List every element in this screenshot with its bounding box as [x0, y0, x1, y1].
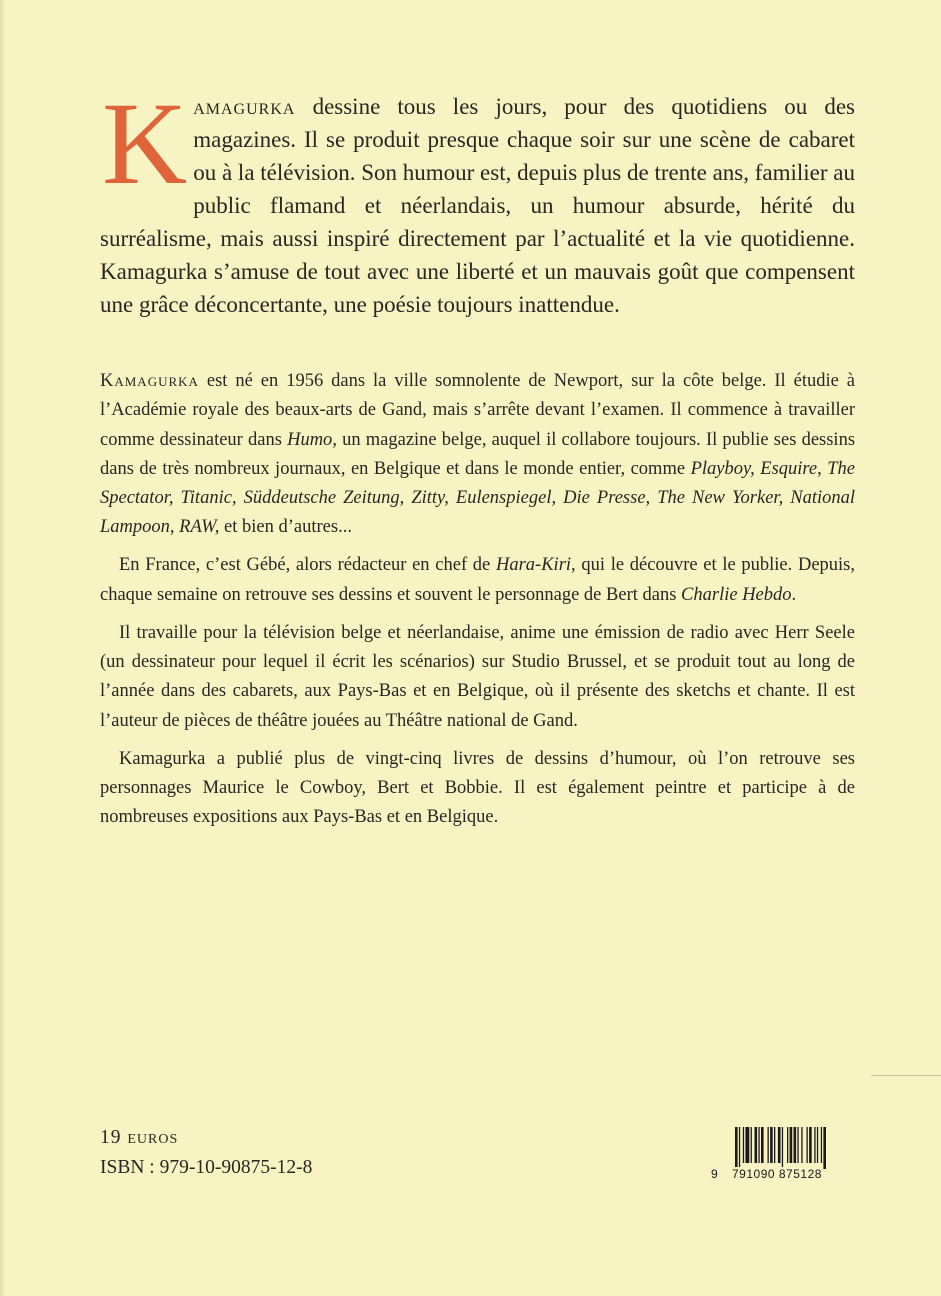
barcode-bar: [809, 1127, 812, 1163]
bio-paragraph-3: Il travaille pour la télévision belge et néerlandaise, anime une émission de radio avec Herr Seele (un dessinateur pour lequel il écrit les scénarios) sur Studio Brussel, et se produit tout au long de l’année dans des cabarets, aux Pays-Bas et en Belgique, où il présente des sketchs et chante. Il est l’auteur de pièces de théâtre jouées au Théâtre national de Gand.: [100, 622, 855, 731]
barcode-bar: [735, 1127, 738, 1169]
biography: [100, 367, 855, 841]
bio-author-name: Kamagurka: [100, 371, 199, 391]
barcode-bar: [770, 1127, 773, 1163]
intro-text: dessine tous les jours, pour des quotidiens ou des magazines. Il se produit presque chaque soir sur une scène de cabaret ou à la télévision. Son humour est, depuis plus de trente ans, familier au public flamand et néerlandais, un humour absurde, hérité du surréalisme, mais aussi inspiré directement par l’actualité et la vie quotidienne. Kamagurka s’amuse de tout avec une liberté et un mauvais goût que compensent une grâce déconcertante, une poésie toujours inattendue.: [100, 94, 856, 317]
barcode-bar: [807, 1127, 808, 1163]
bio-p1-text-a: est né en 1956 dans la ville somnolente de Newport, sur la côte belge. Il étudie à l’Académie royale des beaux-arts de Gand, mais s’arrête devant l’examen. Il commence à travailler comme dessinateur dans: [100, 371, 855, 450]
barcode-bar: [782, 1127, 783, 1169]
intro-author-name: amagurka: [193, 94, 296, 119]
barcode-bar: [778, 1127, 781, 1163]
barcode-bar: [743, 1127, 744, 1163]
barcode-bar: [790, 1127, 793, 1163]
barcode-bar: [751, 1127, 752, 1163]
barcode-bar: [755, 1127, 758, 1163]
barcode-bar: [787, 1127, 788, 1163]
barcode-bar: [814, 1127, 815, 1163]
barcode-bar: [817, 1127, 818, 1163]
bio-paragraph-2: [100, 551, 855, 610]
edge-line: [871, 1075, 941, 1076]
barcode-number: 791090 875128: [732, 1167, 822, 1181]
magazine-hara-kiri: Hara-Kiri: [496, 555, 572, 576]
bio-p2-text-c: .: [791, 584, 797, 605]
bio-paragraph-1: [100, 367, 855, 543]
isbn: ISBN : 979-10-90875-12-8: [100, 1157, 313, 1178]
bio-p1-text-c: et bien d’autres...: [224, 517, 352, 538]
drop-cap: K: [102, 78, 188, 209]
barcode-bars: [711, 1127, 861, 1169]
magazine-humo: Humo: [287, 429, 333, 450]
magazine-charlie-hebdo: Charlie Hebdo: [681, 584, 792, 605]
barcode-bar: [774, 1127, 775, 1163]
price: 19 euros: [100, 1127, 179, 1148]
bio-paragraph-4: Kamagurka a publié plus de vingt-cinq livres de dessins d’humour, où l’on retrouve ses personnages Maurice le Cowboy, Bert et Bobbie. Il est également peintre et participe à de nombreuses expositions aux Pays-Bas et en Belgique.: [100, 748, 855, 828]
barcode-bar: [768, 1127, 769, 1163]
barcode-bar: [797, 1127, 798, 1163]
barcode-bar: [794, 1127, 797, 1163]
barcode-bar: [823, 1127, 826, 1169]
bio-p2-text-b: , qui le découvre et le publie. Depuis, chaque semaine on retrouve ses dessins et souvent le personnage de Bert dans: [100, 555, 856, 605]
barcode-bar: [745, 1127, 749, 1163]
price-block: [100, 1123, 312, 1183]
barcode-bar: [821, 1127, 822, 1163]
intro-paragraph: [100, 78, 856, 321]
magazine-list: Playboy, Esquire, The Spectator, Titanic, Süddeutsche Zeitung, Zitty, Eulenspiegel, Die Presse, The New Yorker, National Lampoon, RAW,: [100, 458, 856, 538]
barcode: [711, 1127, 861, 1189]
bio-p1-text-b: , un magazine belge, auquel il collabore toujours. Il publie ses dessins dans de très nombreux journaux, en Belgique et dans le monde entier, comme: [100, 429, 856, 479]
barcode-bar: [801, 1127, 802, 1163]
page-shadow: [0, 0, 6, 1296]
bio-p2-text-a: En France, c’est Gébé, alors rédacteur en chef de: [119, 555, 491, 576]
barcode-bar: [739, 1127, 740, 1169]
barcode-bar: [761, 1127, 764, 1163]
barcode-first-digit: 9: [711, 1167, 719, 1181]
barcode-bar: [758, 1127, 759, 1163]
